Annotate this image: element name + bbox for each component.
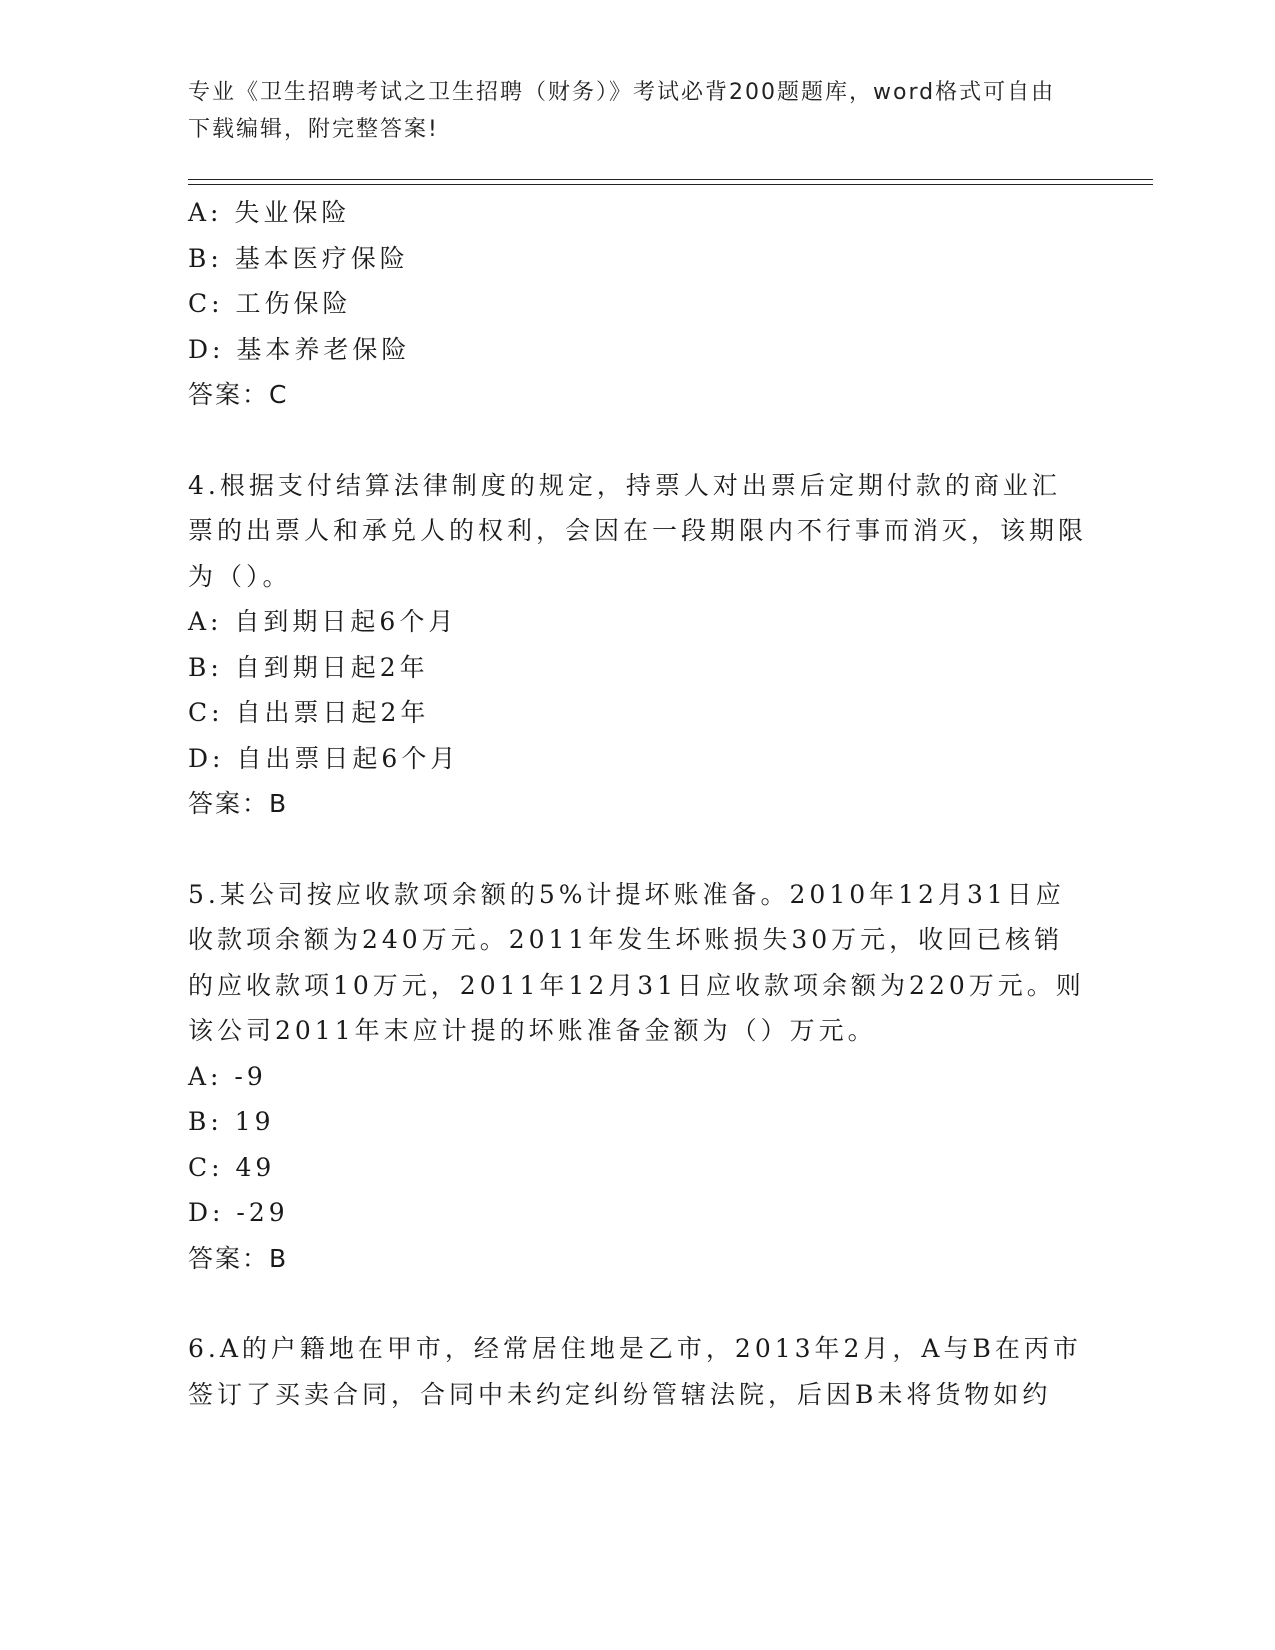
- spacer: [188, 418, 1088, 463]
- option-a: A: 自到期日起6个月: [188, 607, 458, 636]
- question-text: 6.A的户籍地在甲市，经常居住地是乙市，2013年2月，A与B在丙市签订了买卖合同，合同中未约定纠纷管辖法院，后因B未将货物如约: [188, 1334, 1082, 1409]
- option-a: A: -9: [188, 1061, 267, 1091]
- option-b: B: 基本医疗保险: [188, 243, 409, 273]
- option-d: D: -29: [188, 1198, 289, 1227]
- question-4: [188, 463, 1088, 827]
- question-5: [188, 872, 1088, 1282]
- answer-line: 答案：B: [188, 789, 289, 818]
- spacer: [188, 827, 1088, 872]
- spacer: [188, 1281, 1088, 1326]
- question-text: 5.某公司按应收款项余额的5%计提坏账准备。2010年12月31日应收款项余额为240万元。2011年发生坏账损失30万元，收回已核销的应收款项10万元，2011年12月31日应收款项余额为220万元。则该公司2011年末应计提的坏账准备金额为（）万元。: [188, 879, 1085, 1045]
- answer-line: 答案：B: [188, 1243, 289, 1273]
- option-b: B: 自到期日起2年: [188, 652, 429, 682]
- option-c: C: 自出票日起2年: [188, 698, 430, 727]
- option-d: D: 自出票日起6个月: [188, 743, 460, 773]
- header-divider-top: [188, 179, 1153, 180]
- option-c: C: 49: [188, 1152, 276, 1182]
- option-b: B: 19: [188, 1107, 275, 1136]
- option-a: A: 失业保险: [188, 198, 351, 227]
- question-6: [188, 1326, 1088, 1417]
- document-header: 专业《卫生招聘考试之卫生招聘（财务）》考试必背200题题库，word格式可自由下载编辑，附完整答案!: [188, 80, 1056, 142]
- header-divider-bottom: [188, 184, 1153, 185]
- option-c: C: 工伤保险: [188, 289, 352, 318]
- question-fragment: [188, 190, 1088, 418]
- question-text: 4.根据支付结算法律制度的规定，持票人对出票后定期付款的商业汇票的出票人和承兑人的权利，会因在一段期限内不行事而消灭，该期限为（）。: [188, 470, 1088, 591]
- answer-line: 答案：C: [188, 380, 289, 409]
- document-body: [188, 190, 1088, 1417]
- option-d: D: 基本养老保险: [188, 334, 411, 364]
